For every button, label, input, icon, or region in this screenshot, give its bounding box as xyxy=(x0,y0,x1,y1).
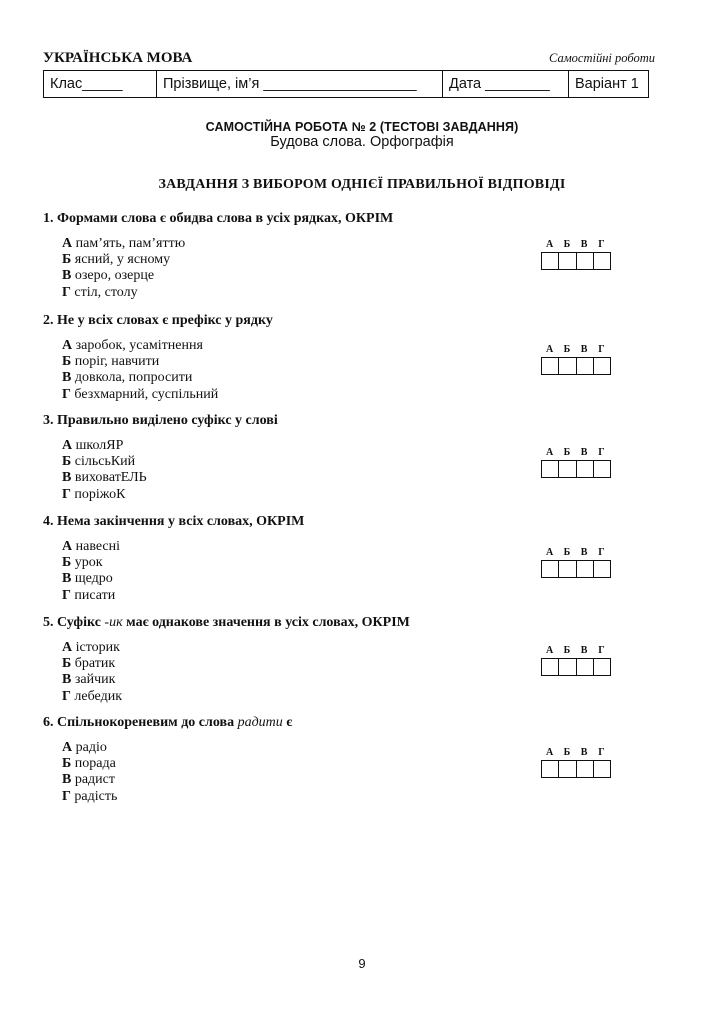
answer-grid-3: А Б В Г xyxy=(541,447,611,478)
answer-box-a[interactable] xyxy=(542,253,559,269)
answer-box-a[interactable] xyxy=(542,761,559,777)
answer-box-d[interactable] xyxy=(594,659,610,675)
option-a: А пам’ять, пам’яттю xyxy=(62,236,186,251)
option-a: А радіо xyxy=(62,740,107,755)
name-field[interactable]: Прізвище, ім’я ___________________ xyxy=(157,71,443,97)
answer-box-d[interactable] xyxy=(594,761,610,777)
answer-box-d[interactable] xyxy=(594,253,610,269)
answer-box-c[interactable] xyxy=(577,761,594,777)
answer-box-a[interactable] xyxy=(542,561,559,577)
series-title: Самостійні роботи xyxy=(549,51,655,65)
question-text: 5. Суфікс -ик має однакове значення в усіх словах, ОКРІМ xyxy=(43,615,410,630)
option-d: Г писати xyxy=(62,587,116,603)
student-info-table xyxy=(43,70,649,98)
page-number: 9 xyxy=(358,956,366,971)
option-b: Б урок xyxy=(62,555,103,571)
option-d: Г поріжоК xyxy=(62,486,126,502)
answer-box-a[interactable] xyxy=(542,461,559,477)
options-list xyxy=(62,539,120,604)
option-a: А заробок, усамітнення xyxy=(62,338,203,353)
work-subtitle: Будова слова. Орфографія xyxy=(270,134,454,150)
class-field[interactable]: Клас_____ xyxy=(44,71,157,97)
answer-grid-1: А Б В Г xyxy=(541,239,611,270)
options-list xyxy=(62,338,218,403)
answer-box-c[interactable] xyxy=(577,358,594,374)
option-d: Г стіл, столу xyxy=(62,284,138,300)
answer-box-a[interactable] xyxy=(542,659,559,675)
answer-grid-2: А Б В Г xyxy=(541,344,611,375)
options-list xyxy=(62,236,185,301)
option-b: Б братик xyxy=(62,656,116,672)
answer-box-b[interactable] xyxy=(559,561,576,577)
answer-box-b[interactable] xyxy=(559,461,576,477)
option-d: Г безхмарний, суспільний xyxy=(62,386,219,402)
question-text: 3. Правильно виділено суфікс у слові xyxy=(43,413,278,428)
answer-box-d[interactable] xyxy=(594,461,610,477)
option-b: Б поріг, навчити xyxy=(62,354,160,370)
option-d: Г лебедик xyxy=(62,688,123,704)
answer-box-c[interactable] xyxy=(577,561,594,577)
answer-box-c[interactable] xyxy=(577,659,594,675)
subject-title: УКРАЇНСЬКА МОВА xyxy=(43,50,193,66)
question-text: 1. Формами слова є обидва слова в усіх рядках, ОКРІМ xyxy=(43,211,394,226)
option-c: В радист xyxy=(62,772,116,788)
options-list xyxy=(62,640,122,705)
question-text: 6. Спільнокореневим до слова радити є xyxy=(43,715,293,730)
answer-grid-6: А Б В Г xyxy=(541,747,611,778)
answer-grid-4: А Б В Г xyxy=(541,547,611,578)
option-b: Б ясний, у ясному xyxy=(62,252,171,268)
option-c: В щедро xyxy=(62,571,113,587)
option-b: Б порада xyxy=(62,756,116,772)
option-b: Б сільсьКий xyxy=(62,454,136,470)
answer-grid-5: А Б В Г xyxy=(541,645,611,676)
options-list xyxy=(62,740,117,805)
page-header xyxy=(43,50,655,68)
answer-box-d[interactable] xyxy=(594,358,610,374)
option-a: А навесні xyxy=(62,539,121,554)
answer-box-a[interactable] xyxy=(542,358,559,374)
answer-box-c[interactable] xyxy=(577,461,594,477)
option-c: В озеро, озерце xyxy=(62,268,155,284)
option-c: В виховатЕЛЬ xyxy=(62,470,147,486)
option-a: А школЯР xyxy=(62,438,124,453)
answer-box-d[interactable] xyxy=(594,561,610,577)
work-title: САМОСТІЙНА РОБОТА № 2 (ТЕСТОВІ ЗАВДАННЯ) xyxy=(205,120,519,134)
variant-label: Варіант 1 xyxy=(575,76,639,92)
options-list xyxy=(62,438,147,503)
option-d: Г радість xyxy=(62,788,118,804)
answer-box-b[interactable] xyxy=(559,659,576,675)
option-c: В довкола, попросити xyxy=(62,370,193,386)
answer-box-b[interactable] xyxy=(559,253,576,269)
question-text: 4. Нема закінчення у всіх словах, ОКРІМ xyxy=(43,514,305,529)
option-a: А історик xyxy=(62,640,120,655)
answer-box-c[interactable] xyxy=(577,253,594,269)
answer-box-b[interactable] xyxy=(559,761,576,777)
answer-box-b[interactable] xyxy=(559,358,576,374)
option-c: В зайчик xyxy=(62,672,116,688)
date-field[interactable]: Дата ________ xyxy=(443,71,569,97)
question-text: 2. Не у всіх словах є префікс у рядку xyxy=(43,313,273,328)
section-title: ЗАВДАННЯ З ВИБОРОМ ОДНІЄЇ ПРАВИЛЬНОЇ ВІДПОВІДІ xyxy=(158,177,566,192)
